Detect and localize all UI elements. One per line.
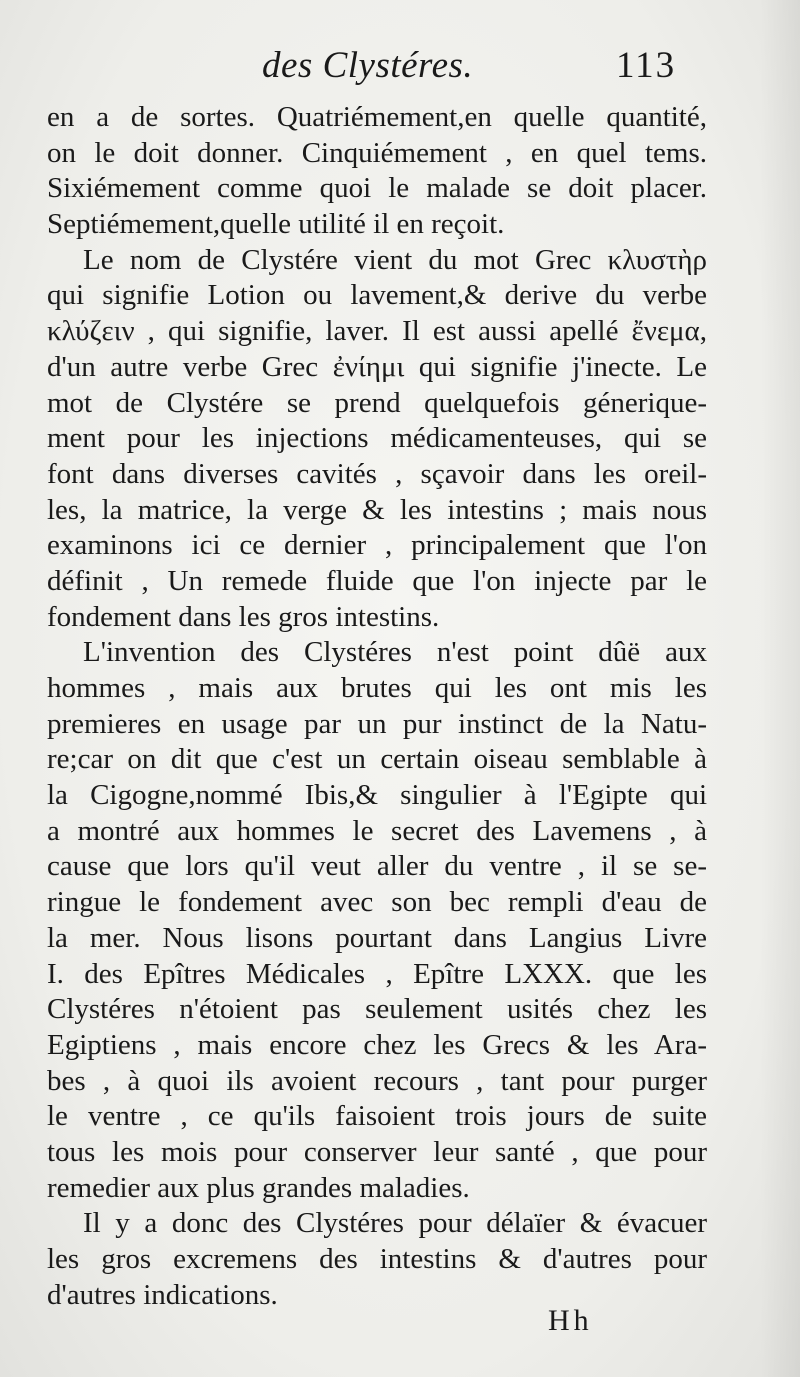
text-line: la Cigogne,nommé Ibis,& singulier à l'Egipte qui [47,779,707,812]
text-line: en a de sortes. Quatriémement,en quelle quantité, [47,101,707,133]
text-line: les gros excremens des intestins & d'autres pour [47,1243,707,1275]
text-line: mot de Clystére se prend quelquefois génerique- [47,386,707,419]
text-line: cause que lors qu'il veut aller du ventre , il se se- [47,850,707,883]
text-line: I. des Epîtres Médicales , Epître LXXX. que les [47,957,707,990]
text-line: Septiémement,quelle utilité il en reçoit. [47,208,505,241]
page-edge-shadow [760,0,800,1377]
text-line: d'un autre verbe Grec ἐνίημι qui signifie j'inecte. Le [47,350,707,383]
text-line: examinons ici ce dernier , principalement que l'on [47,529,707,562]
text-line: Egiptiens , mais encore chez les Grecs & les Ara- [47,1028,707,1061]
text-line: les, la matrice, la verge & les intestins ; mais nous [47,493,707,526]
text-line: premieres en usage par un pur instinct de la Natu- [47,707,707,740]
text-line: on le doit donner. Cinquiémement , en quel tems. [47,136,707,169]
text-line: a montré aux hommes le secret des Lavemens , à [47,814,707,847]
running-head: des Clystéres. [262,45,474,86]
text-line: bes , à quoi ils avoient recours , tant pour purger [47,1064,707,1097]
text-line: hommes , mais aux brutes qui les ont mis les [47,672,707,704]
text-line: Il y a donc des Clystéres pour délaïer & évacuer [83,1207,707,1240]
text-line: tous les mois pour conserver leur santé , que pour [47,1135,707,1168]
page-number: 113 [616,45,677,86]
text-line: re;car on dit que c'est un certain oiseau semblable à [47,743,707,776]
text-line: d'autres indications. [47,1278,278,1311]
text-line: Le nom de Clystére vient du mot Grec κλυστὴρ [83,243,707,276]
text-line: font dans diverses cavités , sçavoir dans les oreil- [47,457,707,490]
page-header [0,40,800,90]
text-line: définit , Un remede fluide que l'on injecte par le [47,564,707,597]
text-line: L'invention des Clystéres n'est point dûë aux [83,636,707,669]
text-line: fondement dans les gros intestins. [47,600,440,633]
text-line: κλύζειν , qui signifie, laver. Il est aussi apellé ἔνεμα, [47,315,707,348]
text-line: qui signifie Lotion ou lavement,& derive du verbe [47,279,707,312]
text-line: Sixiémement comme quoi le malade se doit placer. [47,172,707,205]
signature-mark: Hh [548,1304,593,1337]
body-text [47,100,707,1313]
text-line: la mer. Nous lisons pourtant dans Langius Livre [47,921,707,954]
text-line: le ventre , ce qu'ils faisoient trois jours de suite [47,1100,707,1133]
text-line: remedier aux plus grandes maladies. [47,1171,470,1204]
text-line: ment pour les injections médicamenteuses, qui se [47,422,707,455]
text-line: ringue le fondement avec son bec rempli d'eau de [47,886,707,919]
text-line: Clystéres n'étoient pas seulement usités chez les [47,993,707,1026]
